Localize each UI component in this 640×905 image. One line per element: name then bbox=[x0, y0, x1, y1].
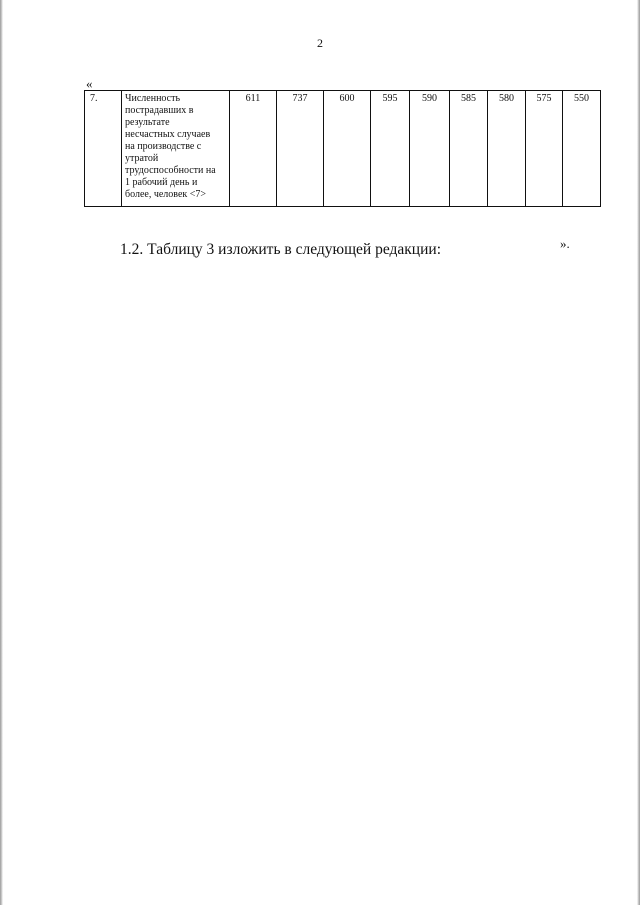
row-label-line: более, человек <7> bbox=[125, 189, 207, 200]
page-number: 2 bbox=[317, 36, 323, 50]
row-label-line: на производстве с bbox=[125, 141, 202, 152]
value-cell: 611 bbox=[230, 91, 277, 207]
row-label-line: утратой bbox=[125, 153, 159, 164]
value-cell: 595 bbox=[371, 91, 410, 207]
indicator-table bbox=[84, 90, 601, 207]
open-quote: « bbox=[86, 76, 93, 91]
row-index: 7. bbox=[85, 91, 122, 207]
close-quote: ». bbox=[560, 236, 570, 251]
row-label-line: трудоспособности на bbox=[125, 165, 216, 176]
row-label-line: пострадавших в bbox=[125, 105, 194, 116]
row-label-line: результате bbox=[125, 117, 170, 128]
row-label bbox=[122, 91, 230, 207]
scan-edge-left bbox=[0, 0, 3, 905]
row-label-line: 1 рабочий день и bbox=[125, 177, 198, 188]
table-row bbox=[85, 91, 601, 207]
value-cell: 575 bbox=[526, 91, 563, 207]
instruction-text: 1.2. Таблицу 3 изложить в следующей редакции: bbox=[120, 241, 441, 258]
value-cell: 550 bbox=[563, 91, 601, 207]
value-cell: 590 bbox=[410, 91, 450, 207]
value-cell: 585 bbox=[450, 91, 488, 207]
value-cell: 737 bbox=[277, 91, 324, 207]
value-cell: 600 bbox=[324, 91, 371, 207]
row-label-line: Численность bbox=[125, 93, 181, 104]
value-cell: 580 bbox=[488, 91, 526, 207]
row-label-line: несчастных случаев bbox=[125, 129, 211, 140]
